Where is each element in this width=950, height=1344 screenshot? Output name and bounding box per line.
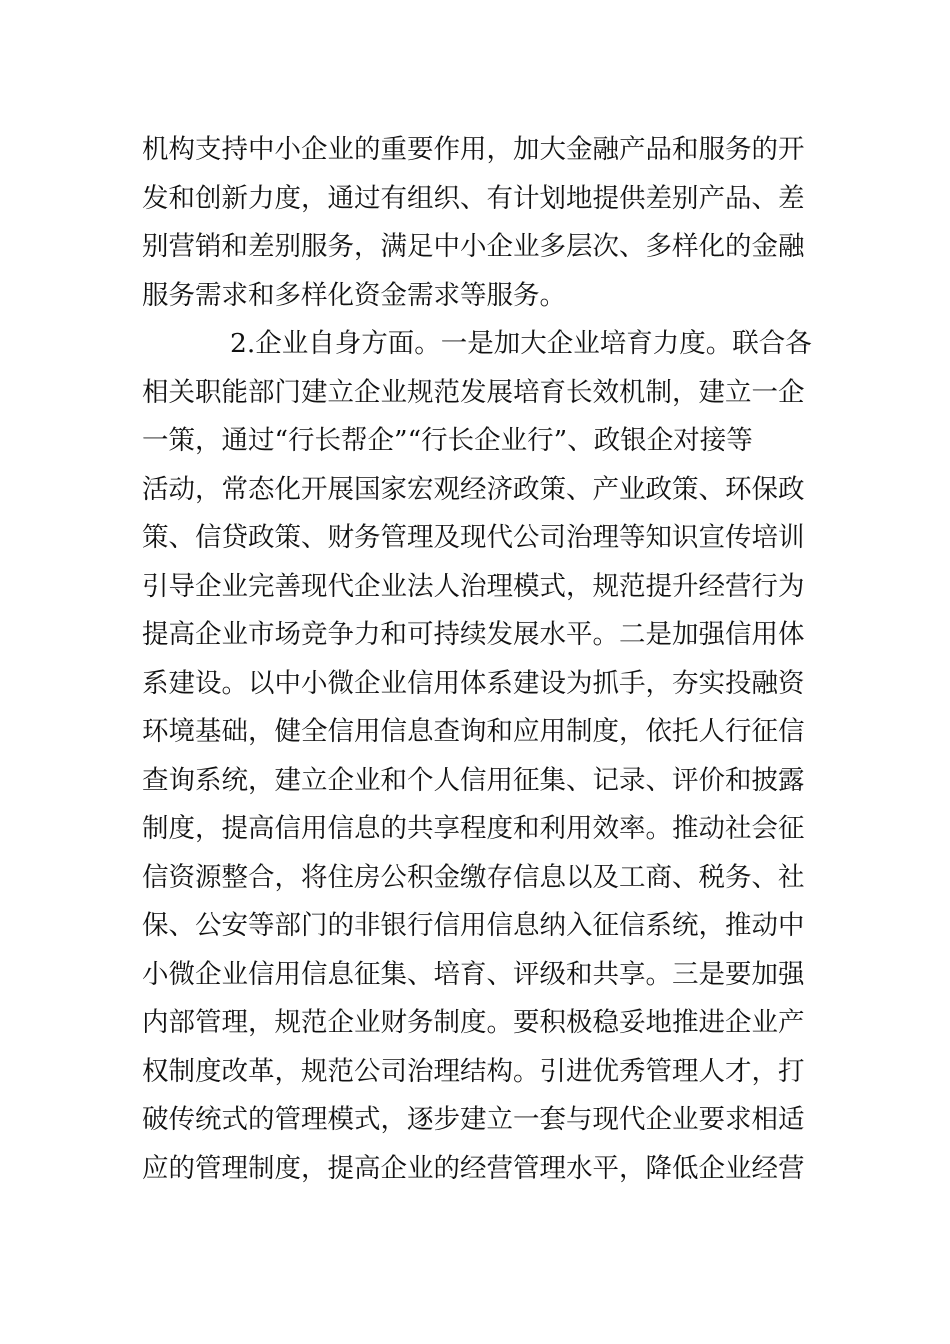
text-line: 机构支持中小企业的重要作用，加大金融产品和服务的开 [142, 134, 805, 165]
text-line: 一策，通过“行长帮企”“行长企业行”、政银企对接等 [142, 425, 753, 456]
section-heading-line: 2.企业自身方面。一是加大企业培育力度。联合各 [230, 328, 812, 359]
text-line: 系建设。以中小微企业信用体系建设为抓手，夯实投融资 [142, 667, 805, 699]
text-line: 提高企业市场竞争力和可持续发展水平。二是加强信用体 [142, 619, 805, 650]
text-line: 小微企业信用信息征集、培育、评级和共享。三是要加强 [142, 958, 805, 990]
text-line: 发和创新力度，通过有组织、有计划地提供差别产品、差 [142, 182, 805, 214]
text-line: 保、公安等部门的非银行信用信息纳入征信系统，推动中 [142, 910, 805, 941]
text-line: 别营销和差别服务，满足中小企业多层次、多样化的金融 [142, 231, 805, 262]
text-line: 策、信贷政策、财务管理及现代公司治理等知识宣传培训 [142, 522, 805, 553]
body-text [142, 126, 812, 1193]
text-line: 相关职能部门建立企业规范发展培育长效机制，建立一企 [142, 376, 805, 408]
text-line: 查询系统，建立企业和个人信用征集、记录、评价和披露 [142, 764, 805, 796]
text-line: 制度，提高信用信息的共享程度和利用效率。推动社会征 [142, 813, 805, 844]
text-line: 内部管理，规范企业财务制度。要积极稳妥地推进企业产 [142, 1007, 805, 1038]
text-line: 破传统式的管理模式，逐步建立一套与现代企业要求相适 [142, 1104, 805, 1135]
text-line: 权制度改革，规范公司治理结构。引进优秀管理人才，打 [142, 1055, 805, 1087]
text-line: 引导企业完善现代企业法人治理模式，规范提升经营行为 [142, 570, 805, 602]
text-line: 服务需求和多样化资金需求等服务。 [142, 279, 566, 311]
text-line: 信资源整合，将住房公积金缴存信息以及工商、税务、社 [142, 861, 805, 893]
text-line: 应的管理制度，提高企业的经营管理水平，降低企业经营 [142, 1152, 805, 1184]
text-line: 环境基础，健全信用信息查询和应用制度，依托人行征信 [142, 716, 805, 747]
text-line: 活动，常态化开展国家宏观经济政策、产业政策、环保政 [142, 473, 805, 505]
